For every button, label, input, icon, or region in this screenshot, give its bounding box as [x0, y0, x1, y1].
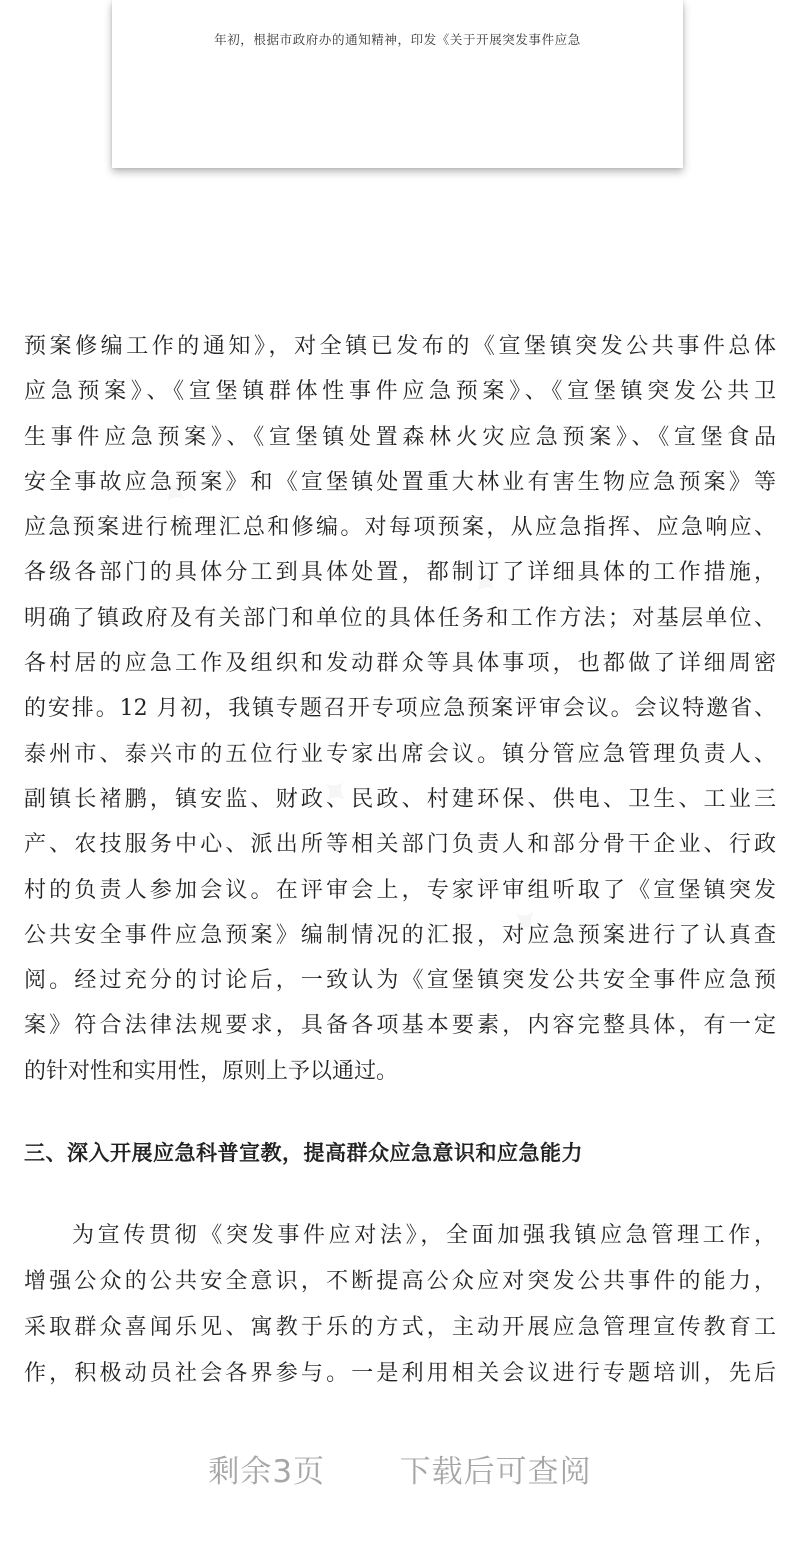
previous-page-card — [112, 0, 683, 168]
paragraph-line: 增强公众的公共安全意识，不断提高公众应对突发公共事件的能力， — [24, 1269, 776, 1294]
paragraph-line: 村的负责人参加会议。在评审会上，专家评审组听取了《宣堡镇突发 — [24, 877, 776, 903]
section-heading: 三、深入开展应急科普宣教，提高群众应急意识和应急能力 — [24, 1141, 583, 1165]
paragraph-line: 各级各部门的具体分工到具体处置，都制订了详细具体的工作措施， — [24, 560, 776, 586]
paragraph-line: 应急预案》、《宣堡镇群体性事件应急预案》、《宣堡镇突发公共卫 — [24, 379, 776, 405]
paragraph-line: 安全事故应急预案》和《宣堡镇处置重大林业有害生物应急预案》等 — [24, 469, 776, 495]
paragraph-line: 为宣传贯彻《突发事件应对法》，全面加强我镇应急管理工作， — [72, 1223, 776, 1248]
paragraph-line: 的安排。12 月初，我镇专题召开专项应急预案评审会议。会议特邀省、 — [24, 696, 776, 722]
paragraph-line: 明确了镇政府及有关部门和单位的具体任务和工作方法；对基层单位、 — [24, 605, 776, 631]
paragraph-2 — [24, 1213, 776, 1397]
paragraph-line: 应急预案进行梳理汇总和修编。对每项预案，从应急指挥、应急响应、 — [24, 515, 776, 541]
paragraph-line: 公共安全事件应急预案》编制情况的汇报，对应急预案进行了认真查 — [24, 922, 776, 948]
paragraph-line: 预案修编工作的通知》，对全镇已发布的《宣堡镇突发公共事件总体 — [24, 334, 776, 359]
paragraph-line: 案》符合法律法规要求，具备各项基本要素，内容完整具体，有一定 — [24, 1013, 776, 1039]
paragraph-line: 副镇长褚鹏，镇安监、财政、民政、村建环保、供电、卫生、工业三 — [24, 786, 776, 812]
paragraph-line: 的针对性和实用性，原则上予以通过。 — [24, 1058, 399, 1084]
paragraph-line: 阅。经过充分的讨论后，一致认为《宣堡镇突发公共安全事件应急预 — [24, 968, 776, 994]
previous-page-text: 年初，根据市政府办的通知精神，印发《关于开展突发事件应急 — [214, 32, 581, 47]
paragraph-line: 生事件应急预案》、《宣堡镇处置森林火灾应急预案》、《宣堡食品 — [24, 424, 776, 450]
paragraph-line: 作，积极动员社会各界参与。一是利用相关会议进行专题培训，先后 — [24, 1361, 776, 1386]
remaining-pages-count[interactable]: 剩余3页 — [208, 1454, 326, 1490]
paragraph-line: 各村居的应急工作及组织和发动群众等具体事项，也都做了详细周密 — [24, 651, 776, 677]
download-prompt[interactable]: 下载后可查阅 — [399, 1454, 592, 1490]
paragraph-line: 采取群众喜闻乐见、寓教于乐的方式，主动开展应急管理宣传教育工 — [24, 1315, 776, 1340]
paragraph-line: 产、农技服务中心、派出所等相关部门负责人和部分骨干企业、行政 — [24, 832, 776, 858]
paragraph-1 — [24, 324, 776, 1094]
paragraph-line: 泰州市、泰兴市的五位行业专家出席会议。镇分管应急管理负责人、 — [24, 741, 776, 767]
remaining-pages-notice[interactable] — [0, 1446, 800, 1491]
